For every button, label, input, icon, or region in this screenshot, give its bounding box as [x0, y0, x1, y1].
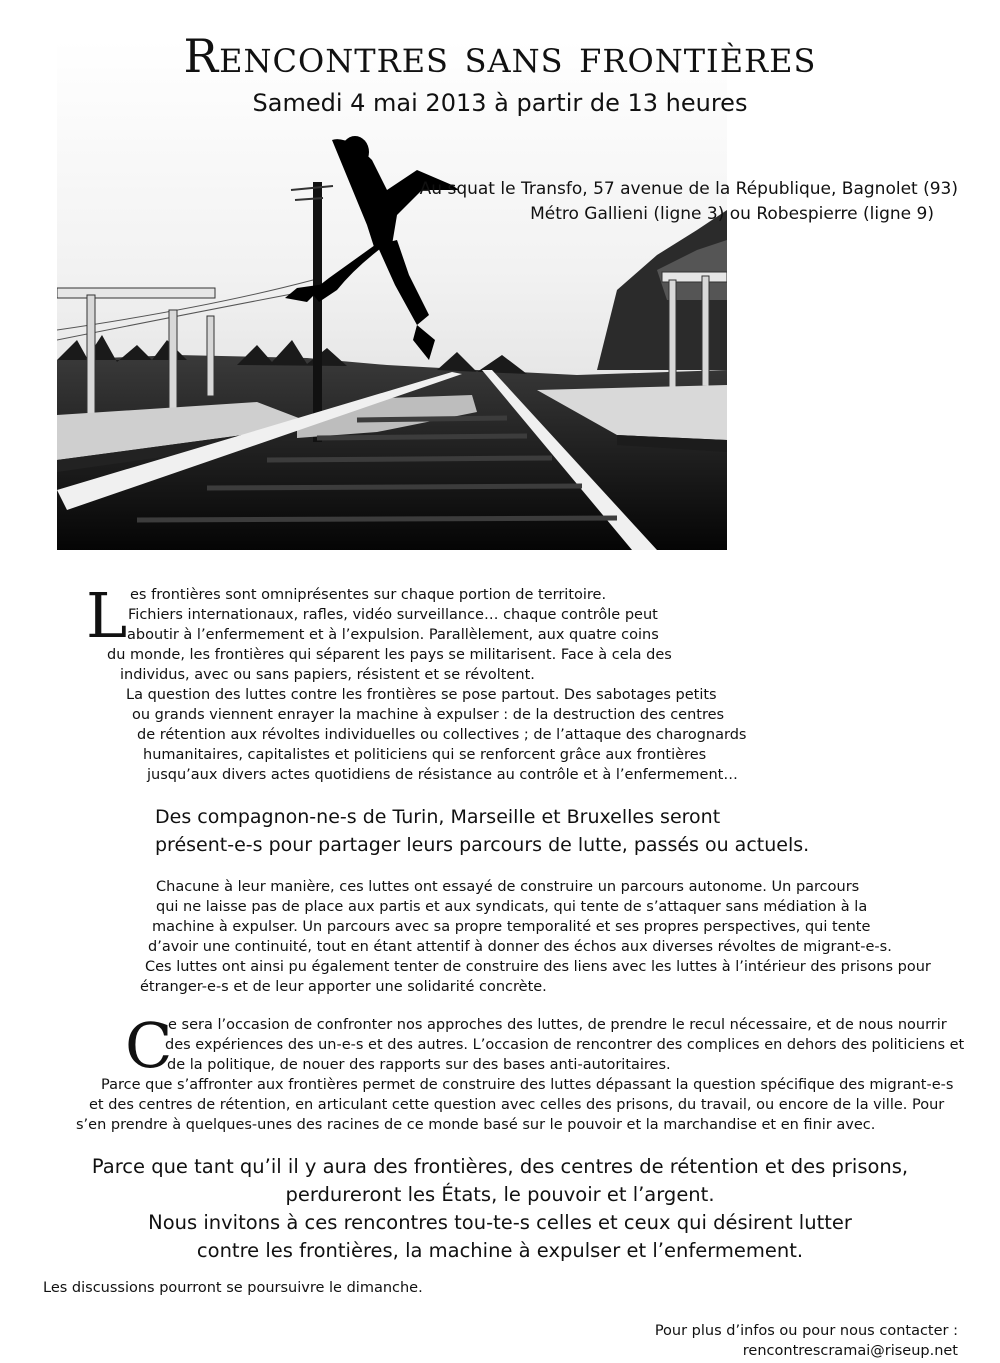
paragraph-line: étranger-e-s et de leur apporter une solidarité concrète.: [140, 979, 547, 995]
event-date: Samedi 4 mai 2013 à partir de 13 heures: [252, 89, 748, 117]
paragraph-line: et des centres de rétention, en articulant cette question avec celles des prisons, du travail, ou encore de la ville. Pour: [89, 1097, 945, 1113]
closing-line: Nous invitons à ces rencontres tou-te-s celles et ceux qui désirent lutter: [148, 1211, 852, 1234]
callout-line: présent-e-s pour partager leurs parcours de lutte, passés ou actuels.: [155, 834, 810, 856]
paragraph-line: s’en prendre à quelques-unes des racines de ce monde basé sur le pouvoir et la marchandise et en finir avec.: [76, 1117, 876, 1133]
intro-line: individus, avec ou sans papiers, résistent et se révoltent.: [120, 667, 535, 683]
utility-pole: [313, 182, 322, 442]
intro-line: humanitaires, capitalistes et politiciens qui se renforcent grâce aux frontières: [143, 747, 707, 763]
intro-line: Fichiers internationaux, rafles, vidéo surveillance… chaque contrôle peut: [128, 607, 658, 623]
paragraph-line: Ces luttes ont ainsi pu également tenter de construire des liens avec les luttes à l’intérieur des prisons pour: [145, 959, 931, 975]
intro-line: es frontières sont omniprésentes sur chaque portion de territoire.: [130, 587, 607, 603]
paragraph-line: machine à expulser. Un parcours avec sa propre temporalité et ses propres perspectives, qui tente: [152, 919, 871, 935]
intro-line: de rétention aux révoltes individuelles ou collectives ; de l’attaque des charognards: [137, 727, 747, 743]
callout-line: Des compagnon-ne-s de Turin, Marseille et Bruxelles seront: [155, 806, 721, 828]
paragraph-line: Parce que s’affronter aux frontières permet de construire des luttes dépassant la question spécifique des migrant-e-s: [101, 1077, 954, 1093]
paragraph-line: qui ne laisse pas de place aux partis et aux syndicats, qui tente de s’attaquer sans médiation à la: [156, 899, 868, 915]
location-address: Au squat le Transfo, 57 avenue de la République, Bagnolet (93): [419, 179, 958, 199]
drop-cap: L: [86, 579, 128, 652]
contact-block: [655, 1321, 958, 1361]
callout-text: [155, 803, 809, 859]
location-transport: Métro Gallieni (ligne 3) ou Robespierre (ligne 9): [530, 204, 934, 224]
intro-line: ou grands viennent enrayer la machine à expulser : de la destruction des centres: [132, 707, 725, 723]
intro-line: jusqu’aux divers actes quotidiens de résistance au contrôle et à l’enfermement…: [147, 767, 738, 783]
contact-email[interactable]: rencontrescramai@riseup.net: [742, 1343, 958, 1359]
body-paragraph: [76, 1009, 985, 1135]
intro-line: du monde, les frontières qui séparent les pays se militarisent. Face à cela des: [107, 647, 672, 663]
drop-cap: C: [125, 1009, 173, 1082]
intro-line: La question des luttes contre les frontières se pose partout. Des sabotages petits: [126, 687, 717, 703]
paragraph-line: des expériences des un-e-s et des autres. L’occasion de rencontrer des complices en dehors des politiciens et: [165, 1037, 965, 1053]
closing-line: Parce que tant qu’il il y aura des frontières, des centres de rétention et des prisons,: [91, 1155, 909, 1178]
page-title: Rencontres sans frontières: [183, 29, 817, 83]
closing-statement: [0, 1153, 1000, 1265]
paragraph-line: Chacune à leur manière, ces luttes ont essayé de construire un parcours autonome. Un parcours: [156, 879, 860, 895]
contact-label: Pour plus d’infos ou pour nous contacter :: [654, 1323, 958, 1339]
paragraph-line: e sera l’occasion de confronter nos approches des luttes, de prendre le recul nécessaire, et de nous nourrir: [168, 1017, 947, 1033]
sunday-note: Les discussions pourront se poursuivre le dimanche.: [43, 1280, 423, 1296]
intro-line: aboutir à l’enfermement et à l’expulsion. Parallèlement, aux quatre coins: [127, 627, 659, 643]
paragraph-line: de la politique, de nouer des rapports sur des bases anti-autoritaires.: [167, 1057, 671, 1073]
closing-line: perdureront les États, le pouvoir et l’argent.: [285, 1183, 715, 1206]
body-paragraph: [140, 877, 980, 997]
paragraph-line: d’avoir une continuité, tout en étant attentif à donner des échos aux diverses révoltes de migrant-e-s.: [148, 939, 892, 955]
closing-line: contre les frontières, la machine à expulser et l’enfermement.: [196, 1239, 804, 1262]
event-location: [420, 177, 958, 227]
intro-paragraph: [86, 579, 790, 785]
